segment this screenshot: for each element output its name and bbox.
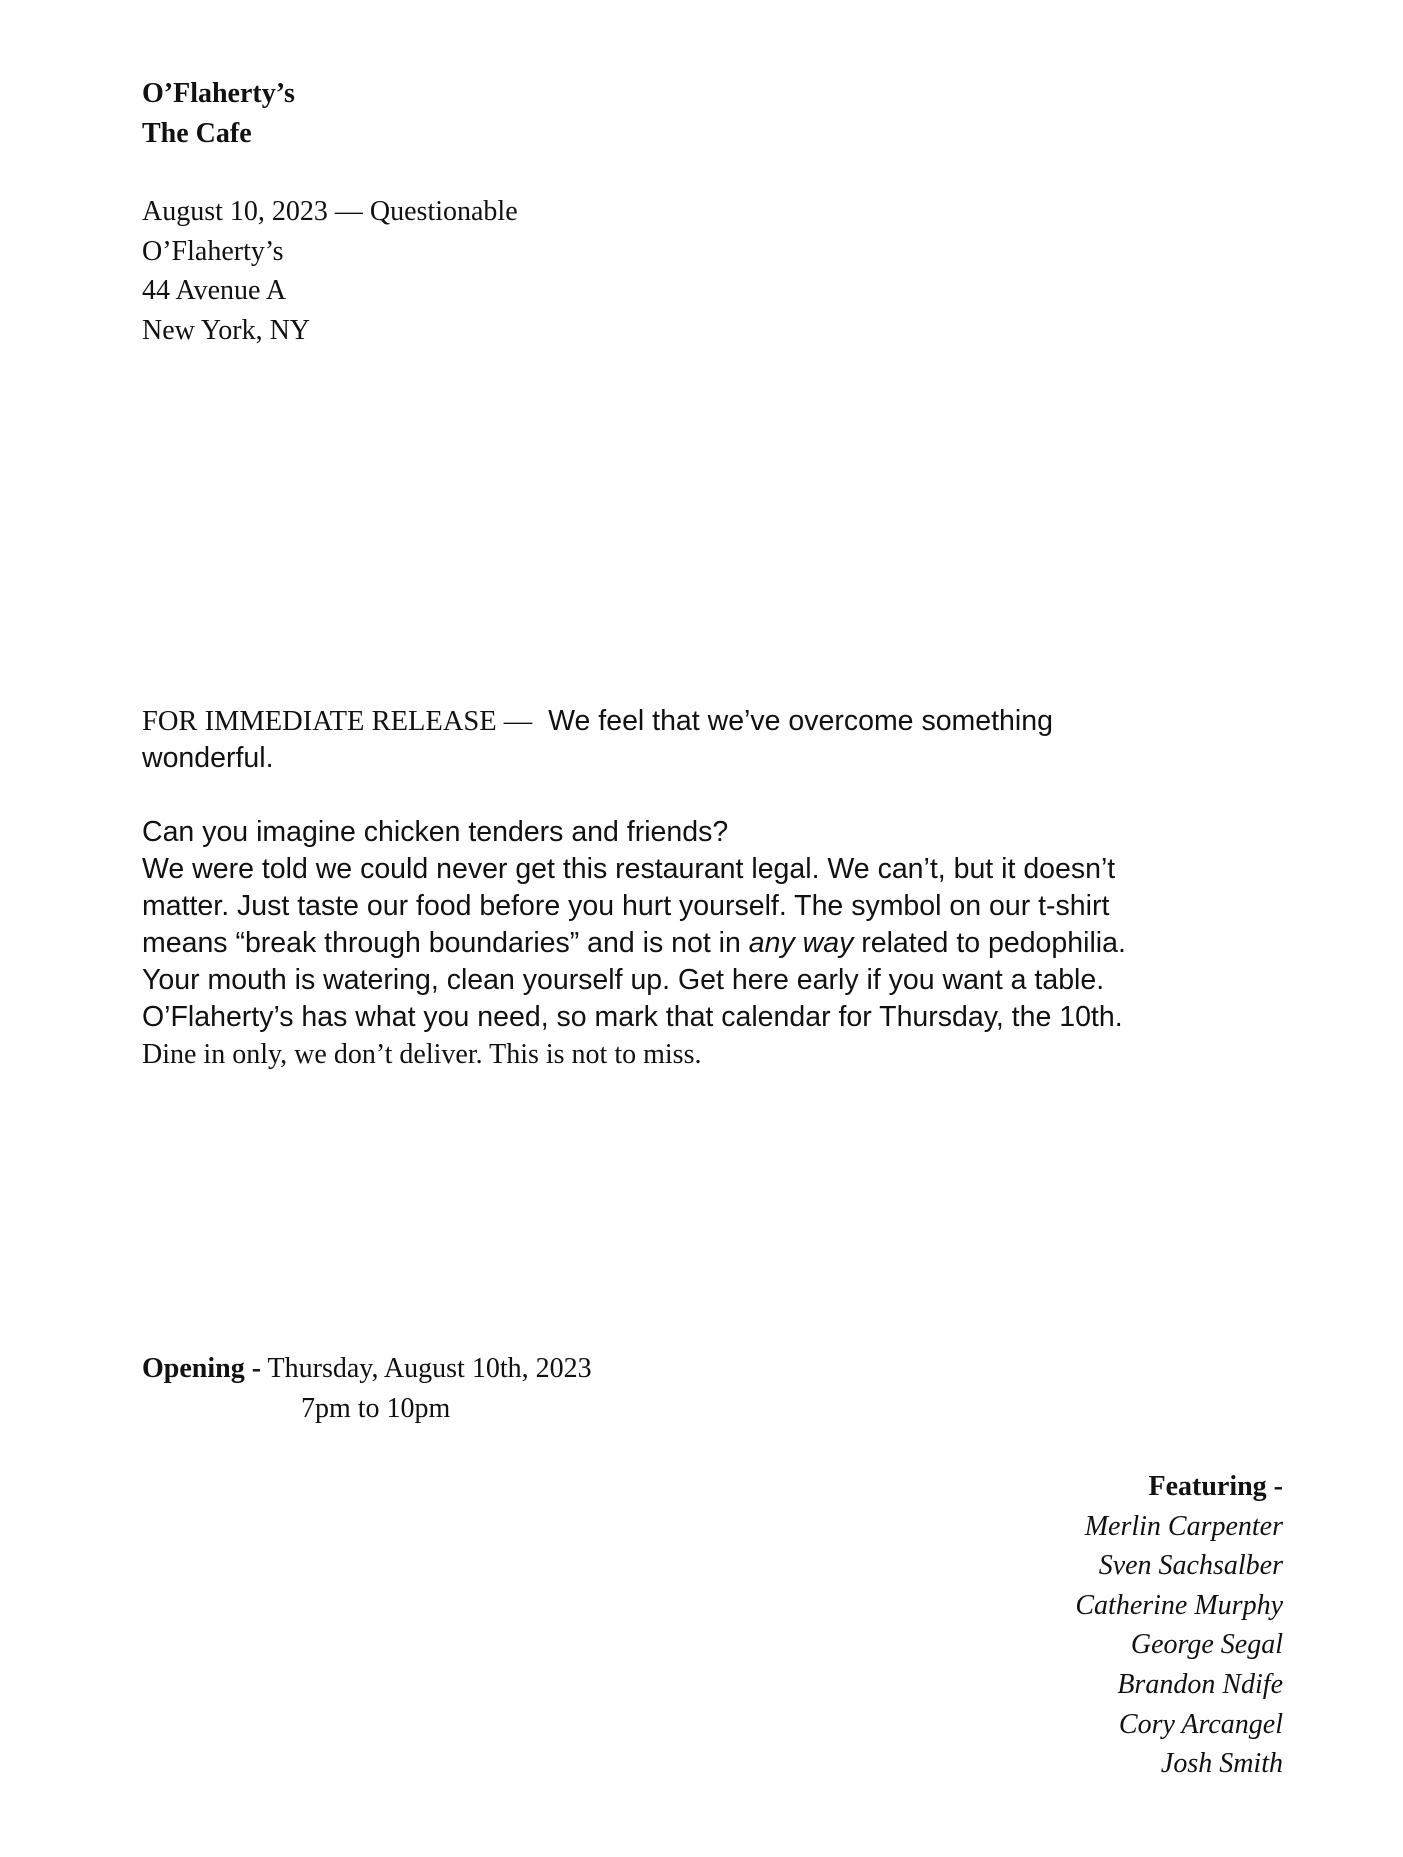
venue-subtitle: The Cafe (142, 118, 252, 149)
venue-name: O’Flaherty’s (142, 78, 295, 109)
artist-name: Josh Smith (1160, 1748, 1283, 1780)
address-street: 44 Avenue A (142, 275, 287, 306)
release-line-7: Your mouth is watering, clean yourself up. Get here early if you want a table. (142, 964, 1105, 996)
release-line-8: O’Flaherty’s has what you need, so mark that calendar for Thursday, the 10th. (142, 1001, 1123, 1033)
featuring-list (1075, 1467, 1283, 1784)
opening-row (142, 1349, 592, 1389)
release-line-6-b: related to pedophilia. (853, 927, 1126, 959)
release-line-5: matter. Just taste our food before you hurt yourself. The symbol on our t-shirt (142, 890, 1110, 922)
address-city: New York, NY (142, 314, 311, 346)
release-lead: FOR IMMEDIATE RELEASE — (142, 706, 533, 737)
artist-name: George Segal (1130, 1629, 1283, 1661)
release-line-9: Dine in only, we don’t deliver. This is not to miss. (142, 1039, 702, 1070)
release-question: Can you imagine chicken tenders and friends? (142, 816, 729, 848)
release-line-6-a: means “break through boundaries” and is not in (142, 927, 749, 959)
release-line-1-text: We feel that we’ve overcome something (548, 705, 1053, 737)
opening-label: Opening - (142, 1353, 262, 1384)
address-venue: O’Flaherty’s (142, 235, 284, 267)
release-line-2: wonderful. (142, 742, 274, 774)
artist-name: Catherine Murphy (1075, 1589, 1283, 1621)
paragraph-gap (142, 777, 1282, 814)
opening-date: Thursday, August 10th, 2023 (267, 1353, 592, 1384)
opening-time: 7pm to 10pm (301, 1392, 451, 1424)
artist-name: Cory Arcangel (1118, 1708, 1283, 1740)
featuring-label: Featuring - (1148, 1471, 1283, 1502)
release-line-6 (142, 925, 1282, 962)
letterhead (142, 74, 295, 154)
release-line-4: We were told we could never get this restaurant legal. We can’t, but it doesn’t (142, 853, 1116, 885)
release-line-6-emphasis: any way (748, 927, 854, 959)
press-release-body (142, 703, 1282, 1073)
release-line-1 (142, 703, 1282, 740)
artist-name: Sven Sachsalber (1098, 1550, 1283, 1582)
date-line: August 10, 2023 — Questionable (142, 196, 518, 227)
opening-details (142, 1349, 592, 1428)
artist-name: Merlin Carpenter (1084, 1510, 1283, 1542)
dateline-address (142, 192, 518, 350)
artist-name: Brandon Ndife (1117, 1668, 1283, 1700)
